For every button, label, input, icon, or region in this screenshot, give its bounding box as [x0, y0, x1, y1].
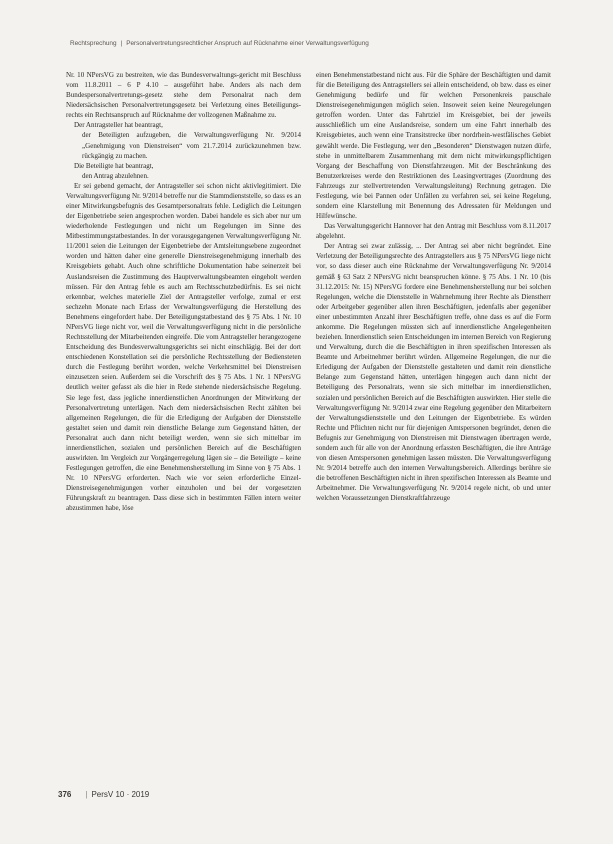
- right-paragraph-2: Das Verwaltungsgericht Hannover hat den Antrag mit Beschluss vom 8.11.2017 abgelehnt.: [316, 222, 551, 241]
- left-paragraph-3: der Beteiligten aufzugeben, die Verwaltungsverfügung Nr. 9/2014 „Genehmigung von Dienstreisen“ vom 21.7.2014 zurückzunehmen bzw. rückgängig zu machen.: [82, 131, 301, 160]
- footer-separator: |: [85, 790, 88, 799]
- left-paragraph-4: Die Beteiligte hat beantragt,: [74, 161, 154, 170]
- left-paragraph-6: Er sei gebend gemacht, der Antragsteller sei schon nicht aktivlegitimiert. Die Verwaltungsverfügung Nr. 9/2014 betreffe nur die Stammdienststelle, so dass es an einer Mitwirkungsbefugnis des Gesamtpersonalrats fehle. Lediglich die Leitungen der Eigenbetriebe seien angesprochen worden. Dabei handele es sich aber nur um wiederholende Festlegungen und nicht um Regelungen im Sinne des Mitbestimmungstatbestandes. In der vorausgegangenen Verwaltungsverfügung Nr. 11/2001 seien die Leitungen der Eigenbetriebe der Amtsleitungsebene zugeordnet worden und hätten daher eine generelle Dienstreisegenehmigung innerhalb des Kreisgebiets gehabt. Auch ohne schriftliche Dokumentation habe seinerzeit bei Auslandsreisen die Zustimmung des Hauptverwaltungsbeamten eingeholt werden müssen. Für den Antrag fehle es auch am Rechtsschutzbedürfnis. Es sei nicht erkennbar, welches materielle Ziel der Antragsteller verfolge, zumal er erst sechzehn Monate nach Erlass der Verwaltungsverfügung die Herstellung des Benehmens eingefordert habe. Der Beteiligungstatbestand des § 75 Abs. 1 Nr. 10 NPersVG liege nicht vor, weil die Verwaltungsverfügung nicht in die persönliche Rechtsstellung der Mitarbeitenden eingreife. Die vom Antragsteller herangezogene Entscheidung des Bundesverwaltungsgerichts sei nicht einschlägig. Bei der dort entschiedenen Konstellation sei die persönliche Rechtsstellung der Bediensteten durch die Festlegung berührt worden, welche Verkehrsmittel bei Dienstreisen einzusetzen seien. Außerdem sei die Vorschrift des § 75 Abs. 1 Nr. 1 NPersVG deutlich weiter gefasst als die hier in Rede stehende niedersächsische Regelung. Sie lege fest, dass jegliche innerdienstlichen Anordnungen der Mitwirkung der Personalvertretung unterlägen. Nach dem niedersächsischen Recht zählten bei allgemeinen Regelungen, die für die Erledigung der Aufgaben der Dienststelle gestaltet seien und damit rein dienstliche Belange zum Gegenstand hätten, der Personalrat auch dann nicht beteiligt werden, wenn sie sich mittelbar im innerdienstlichen, sozialen und persönlichen Bereich auf die Beschäftigten auswirkten. Im Vergleich zur Vorgängerregelung lägen sie – die Beteiligte – keine Festlegungen getroffen, die eine Benehmensherstellung im Sinne von § 75 Abs. 1 Nr. 10 NPersVG erforderten. Nach wie vor seien erforderliche Einzel-Dienstreisegenehmigungen vorher einzuholen und bei der vorgesetzten Führungskraft zu beantragen. Dass diese sich in bestimmten Fällen intern weiter abzustimmen habe, löse: [66, 181, 301, 513]
- right-column: [316, 70, 551, 765]
- header-section: Rechtsprechung: [70, 40, 117, 47]
- left-paragraph-1: Nr. 10 NPersVG zu bestreiten, wie das Bundesverwaltungs-gericht mit Beschluss vom 11.8.2011 – 6 P 4.10 – ausgeführt habe. Anders als nach dem Bundespersonalvertretungs-gesetz stehe dem Personalrat nach dem Niedersächsischen Personalvertretungsgesetz bei Verletzung eines Beteiligungs-rechts ein Rechtsanspruch auf Rücknahme der vollzogenen Maßnahme zu.: [66, 71, 301, 120]
- right-paragraph-3: Der Antrag sei zwar zulässig, ... Der Antrag sei aber nicht begründet. Eine Verletzung der Beteiligungsrechte des Antragstellers aus § 75 NPersVG liege nicht vor, so dass dieser auch eine Rücknahme der Verwaltungsverfügung Nr. 9/2014 gemäß § 63 Satz 2 NPersVG nicht beanspruchen könne. § 75 Abs. 1 Nr. 10 (bis 31.12.2015: Nr. 15) NPersVG fordere eine Benehmensherstellung nur bei solchen Regelungen, welche die Dienststelle in Wahrnehmung ihrer Rechte als Dienstherr oder Arbeitgeber gegenüber allen ihren Beschäftigten, jedenfalls aber gegenüber einer unbestimmten Anzahl ihrer Beschäftigten treffe, ohne dass es auf die Form ankomme. Die Regelungen müssten sich auf innerdienstliche Angelegenheiten beziehen. Innerdienstlich seien Entscheidungen im internen Bereich von Regierung und Verwaltung, durch die die Beschäftigten in ihren spezifischen Interessen als Beamte und Arbeitnehmer berührt würden. Allgemeine Regelungen, die nur die Erledigung der Aufgaben der Dienststelle gestalteten und damit rein dienstliche Belange zum Gegenstand hätten, unterlägen hingegen auch dann nicht der Beteiligung des Personalrats, wenn sie sich mittelbar im innerdienstlichen, sozialen und persönlichen Bereich auf die Beschäftigten auswirkten. Hier stelle die Verwaltungsverfügung Nr. 9/2014 zwar eine Regelung gegenüber den Mitarbeitern der Verwaltungsdienststelle und den Leitungen der Eigenbetriebe. Es würden Rechte und Pflichten nicht nur für diejenigen Amtspersonen begründet, denen die Befugnis zur Genehmigung von Dienstreisen mit Dienstwagen übertragen werde, sondern auch für alle von der Anordnung erfassten Beschäftigten, die ihre Anträge von diesen Amtspersonen genehmigen lassen müssten. Die Verwaltungsverfügung Nr. 9/2014 betreffe auch den internen Verwaltungsbereich. Allerdings berühre sie die betroffenen Beschäftigten nicht in ihren spezifischen Interessen als Beamte und Arbeitnehmer. Die Verwaltungsverfügung Nr. 9/2014 regele nicht, ob und unter welchen Voraussetzungen Dienstkraftfahrzeuge: [316, 242, 551, 503]
- left-paragraph-2: Der Antragsteller hat beantragt,: [74, 121, 163, 130]
- left-paragraph-5: den Antrag abzulehnen.: [82, 171, 149, 180]
- journal-issue: PersV 10 · 2019: [91, 790, 150, 799]
- header-separator: |: [120, 40, 123, 47]
- page-number: 376: [58, 790, 72, 799]
- running-header: [70, 40, 580, 47]
- page-footer: [58, 790, 149, 799]
- left-column: [66, 70, 301, 765]
- right-paragraph-1: einen Benehmenstatbestand nicht aus. Für die Sphäre der Beschäftigten und damit für die Beteiligung des Antragstellers sei allein entscheidend, ob bzw. dass es einer Genehmigung bedürfe und für welchen Personenkreis pauschale Dienstreisegenehmigungen möglich seien. Insoweit seien keine Neuregelungen getroffen worden. Unter das Fahrtziel im Kreisgebiet, bei der jeweils ausschließlich um eine Auslandsreise, sondern um eine Fahrt innerhalb des Kreisgebietes, auch wenn eine Transitstrecke über nordrhein-westfälisches Gebiet gewählt werde. Die Festlegung, wer den „Besonderen“ Dienstwagen nutzen dürfe, stehe in unmittelbarem Zusammenhang mit dem nicht mitwirkungspflichtigen Vorgang der Beschaffung von Dienstfahrzeugen. Mit der Beschränkung des Benutzerkreises werde den Restriktionen des Leasingvertrages (Zuordnung des Fahrzeugs zur stellvertretenden Verwaltungsleitung) Rechnung getragen. Die Festlegung, wie bei Pannen oder Unfällen zu verfahren sei, sei keine Regelung, sondern eine Klarstellung mit Benennung des Adressaten für Meldungen und Hilfewünsche.: [316, 71, 551, 221]
- header-title: Personalvertretungsrechtlicher Anspruch auf Rücknahme einer Verwaltungsverfügung: [126, 40, 369, 47]
